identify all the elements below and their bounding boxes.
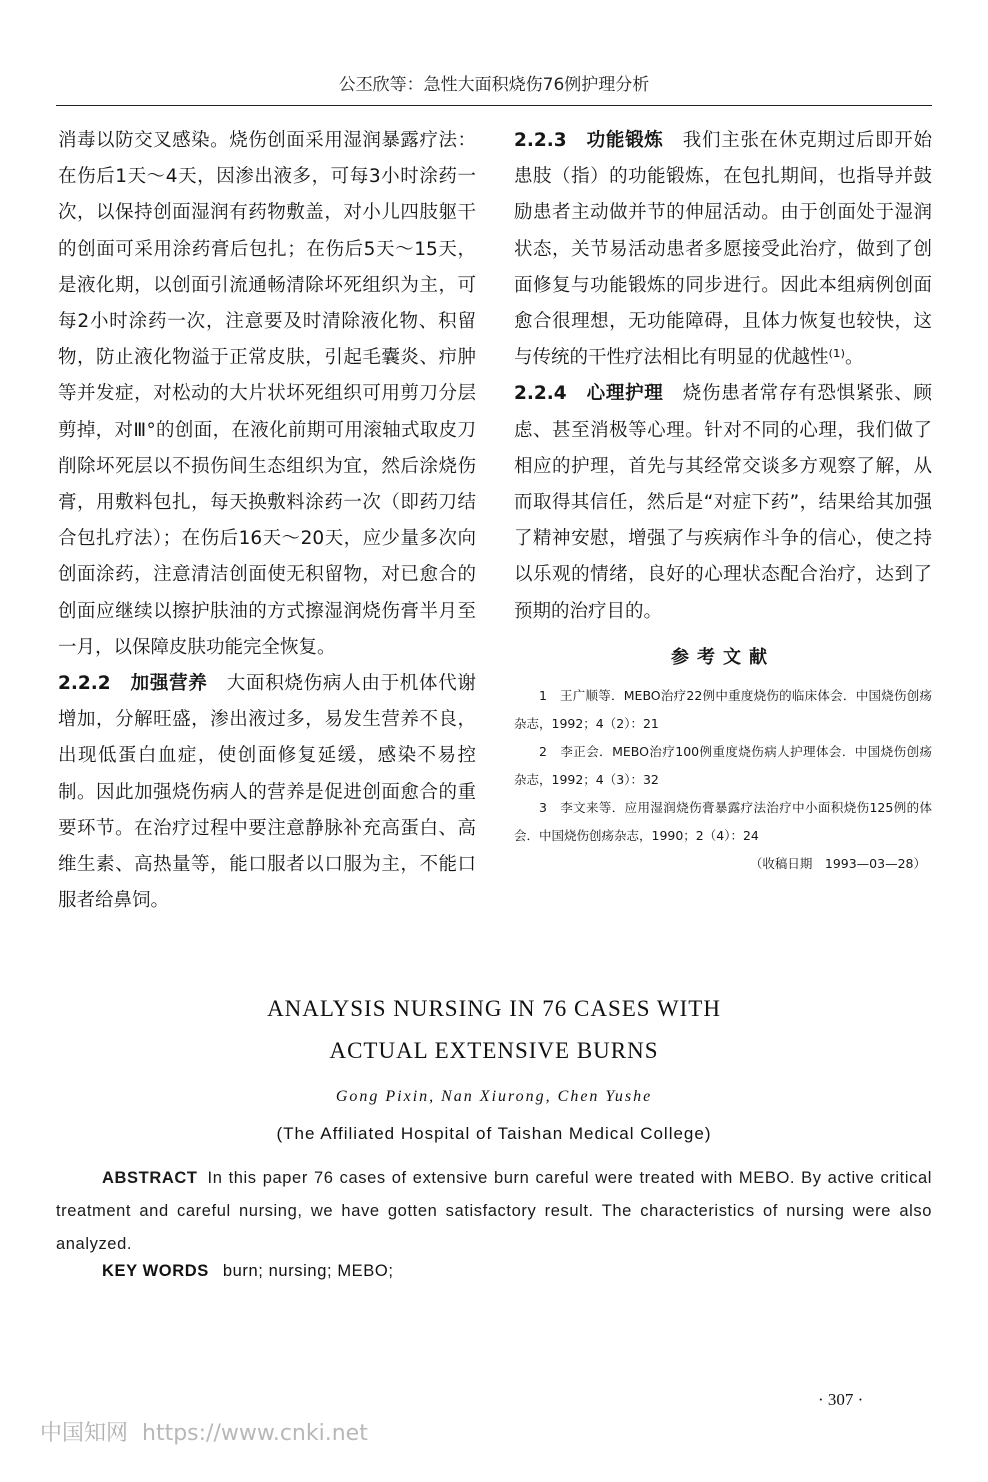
english-keywords — [56, 1262, 932, 1281]
cnki-watermark — [40, 1416, 368, 1447]
right-column — [514, 123, 932, 878]
abstract-text: In this paper 76 cases of extensive burn careful were treated with MEBO. By active critical treatment and careful nursing, we have gotten satisfactory result. The characteristics of nursing were also analyzed. — [56, 1169, 932, 1253]
reference-item: 1 王广顺等．MEBO治疗22例中重度烧伤的临床体会．中国烧伤创疡杂志，1992；4（2）：21 — [514, 688, 932, 732]
reference-item: 2 李正会．MEBO治疗100例重度烧伤病人护理体会．中国烧伤创疡杂志，1992；4（3）：32 — [514, 744, 932, 788]
paragraph-disinfection-treatment: 消毒以防交叉感染。烧伤创面采用湿润暴露疗法：在伤后1天～4天，因渗出液多，可每3小时涂药一次，以保持创面湿润有药物敷盖，对小儿四肢躯干的创面可采用涂药膏后包扎；在伤后5天～15天，是液化期，以创面引流通畅清除坏死组织为主，可每2小时涂药一次，注意要及时清除液化物、积留物，防止液化物溢于正常皮肤，引起毛囊炎、疖肿等并发症，对松动的大片状坏死组织可用剪刀分层剪掉，对Ⅲ°的创面，在液化前期可用滚轴式取皮刀削除坏死层以不损伤间生态组织为宜，然后涂烧伤膏，用敷料包扎，每天换敷料涂药一次（即药刀结合包扎疗法）；在伤后16天～20天，应少量多次向创面涂药，注意清洁创面使无积留物，对已愈合的创面应继续以擦护肤油的方式擦湿润烧伤膏半月至一月，以保障皮肤功能完全恢复。 — [58, 130, 476, 658]
header-rule — [56, 105, 932, 106]
english-title — [100, 988, 888, 1072]
watermark-site-name: 中国知网 — [40, 1421, 129, 1446]
reference-item: 3 李文来等．应用湿润烧伤膏暴露疗法治疗中小面积烧伤125例的体会．中国烧伤创疡杂志，1990；2（4）：24 — [514, 800, 932, 844]
section-2-2-4-heading: 2.2.4 心理护理 — [514, 383, 664, 405]
keywords-text: burn; nursing; MEBO; — [222, 1262, 394, 1280]
english-abstract — [56, 1162, 932, 1261]
left-column — [58, 123, 476, 919]
received-date: （收稿日期 1993—03—28） — [749, 856, 926, 872]
section-2-2-4 — [514, 376, 932, 629]
section-2-2-2 — [58, 666, 476, 919]
section-2-2-2-text: 大面积烧伤病人由于机体代谢增加，分解旺盛，渗出液过多，易发生营养不良，出现低蛋白血症，使创面修复延缓，感染不易控制。因此加强烧伤病人的营养是促进创面愈合的重要环节。在治疗过程中要注意静脉补充高蛋白、高维生素、高热量等，能口服者以口服为主，不能口服者给鼻饲。 — [58, 673, 476, 912]
section-2-2-2-heading: 2.2.2 加强营养 — [58, 673, 208, 695]
section-2-2-3-text: 我们主张在休克期过后即开始患肢（指）的功能锻炼，在包扎期间，也指导并鼓励患者主动做并节的伸屈活动。由于创面处于湿润状态，关节易活动患者多愿接受此治疗，做到了创面修复与功能锻炼的同步进行。因此本组病例创面愈合很理想，无功能障碍，且体力恢复也较快，这与传统的干性疗法相比有明显的优越性⁽¹⁾。 — [514, 130, 932, 369]
running-header: 公丕欣等：急性大面积烧伤76例护理分析 — [338, 75, 650, 95]
english-affiliation: (The Affiliated Hospital of Taishan Medical College) — [276, 1124, 712, 1143]
watermark-url: https://www.cnki.net — [142, 1421, 368, 1446]
english-authors: Gong Pixin, Nan Xiurong, Chen Yushe — [335, 1088, 653, 1105]
abstract-label: ABSTRACT — [102, 1169, 198, 1187]
english-title-line-1: ANALYSIS NURSING IN 76 CASES WITH — [267, 996, 721, 1021]
english-title-line-2: ACTUAL EXTENSIVE BURNS — [329, 1038, 659, 1063]
section-2-2-3 — [514, 123, 932, 376]
references-title: 参考文献 — [671, 646, 775, 668]
section-2-2-4-text: 烧伤患者常存有恐惧紧张、顾虑、甚至消极等心理。针对不同的心理，我们做了相应的护理，首先与其经常交谈多方观察了解，从而取得其信任，然后是“对症下药”，结果给其加强了精神安慰，增强了与疾病作斗争的信心，使之持以乐观的情绪，良好的心理状态配合治疗，达到了预期的治疗目的。 — [514, 383, 932, 622]
references-list — [514, 682, 932, 878]
page-number: · 307 · — [818, 1390, 864, 1409]
section-2-2-3-heading: 2.2.3 功能锻炼 — [514, 130, 664, 151]
keywords-label: KEY WORDS — [102, 1262, 209, 1280]
